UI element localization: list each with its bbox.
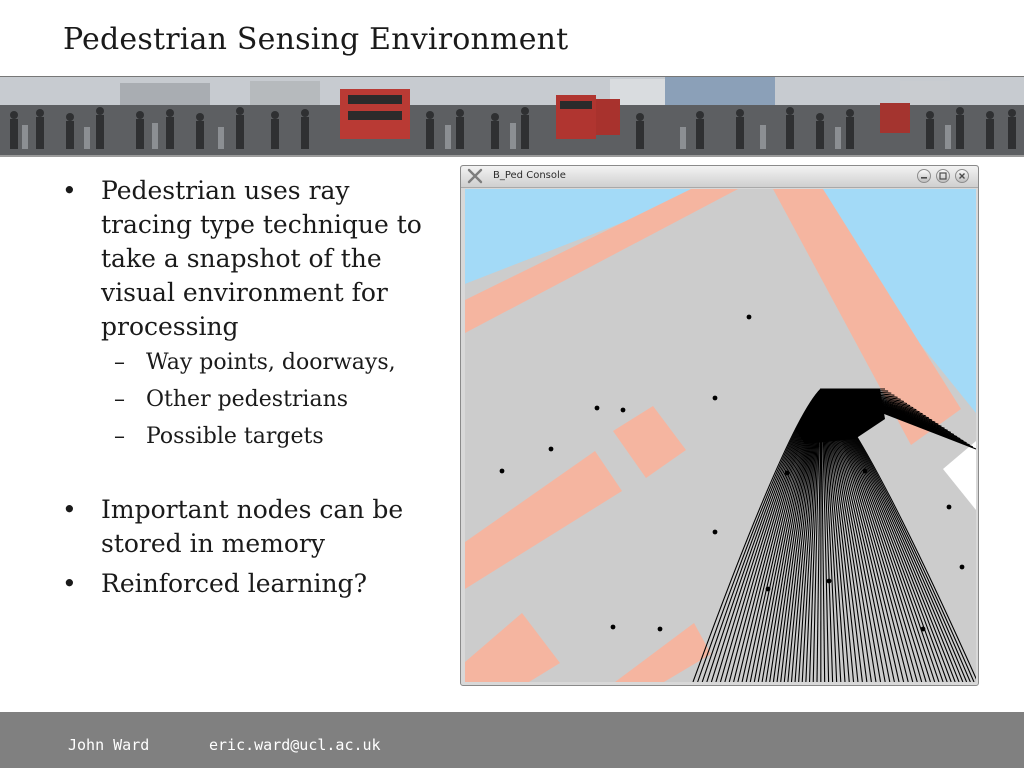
bullet-item bbox=[56, 567, 436, 601]
bullet-text: Pedestrian uses ray tracing type technique to take a snapshot of the visual environment for processing bbox=[101, 176, 422, 341]
pedestrian-dot bbox=[500, 469, 505, 474]
pedestrian-dot bbox=[863, 469, 868, 474]
simulation-canvas[interactable] bbox=[465, 189, 976, 682]
bullet-text: Reinforced learning? bbox=[101, 569, 367, 598]
x-app-icon bbox=[467, 168, 483, 184]
sub-bullet-text: Way points, doorways, bbox=[146, 350, 396, 375]
pedestrian-dot bbox=[658, 627, 663, 632]
window-title: B_Ped Console bbox=[493, 170, 566, 181]
sub-bullet-item bbox=[56, 344, 436, 381]
pedestrian-dot bbox=[960, 565, 965, 570]
bullet-item bbox=[56, 174, 436, 344]
bullet-dot: • bbox=[62, 176, 77, 205]
sub-bullet-dash: – bbox=[114, 387, 125, 412]
sub-bullet-item bbox=[56, 418, 436, 455]
bullet-item bbox=[56, 493, 436, 561]
footer-author: John Ward bbox=[68, 736, 150, 754]
pedestrian-dot bbox=[595, 406, 600, 411]
maximize-button[interactable] bbox=[936, 169, 950, 183]
close-icon bbox=[956, 170, 968, 182]
ped-console-window bbox=[460, 165, 979, 686]
pedestrian-dot bbox=[747, 315, 752, 320]
bullet-dot: • bbox=[62, 495, 77, 524]
pedestrian-dot bbox=[785, 471, 790, 476]
pedestrian-dot bbox=[766, 587, 771, 592]
bullet-list bbox=[56, 174, 436, 601]
sub-bullet-dash: – bbox=[114, 350, 125, 375]
minimize-icon bbox=[918, 170, 930, 182]
close-button[interactable] bbox=[955, 169, 969, 183]
footer-bar bbox=[0, 712, 1024, 768]
slide-title: Pedestrian Sensing Environment bbox=[63, 22, 569, 57]
pedestrian-dot bbox=[827, 579, 832, 584]
pedestrian-dot bbox=[713, 530, 718, 535]
bullet-text: Important nodes can be stored in memory bbox=[101, 495, 404, 558]
maximize-icon bbox=[937, 170, 949, 182]
pedestrian-dot bbox=[621, 408, 626, 413]
pedestrian-dot bbox=[921, 627, 926, 632]
sub-bullet-item bbox=[56, 381, 436, 418]
footer-email: eric.ward@ucl.ac.uk bbox=[209, 736, 381, 754]
minimize-button[interactable] bbox=[917, 169, 931, 183]
bullet-dot: • bbox=[62, 569, 77, 598]
pedestrian-dot bbox=[713, 396, 718, 401]
sub-bullet-text: Other pedestrians bbox=[146, 387, 349, 412]
pedestrian-dot bbox=[611, 625, 616, 630]
simulation-view bbox=[465, 189, 976, 682]
window-titlebar[interactable] bbox=[461, 166, 978, 188]
sub-bullet-text: Possible targets bbox=[146, 424, 324, 449]
sub-bullet-dash: – bbox=[114, 424, 125, 449]
pedestrian-dot bbox=[549, 447, 554, 452]
crowd-photo-banner bbox=[0, 76, 1024, 157]
pedestrian-dot bbox=[947, 505, 952, 510]
